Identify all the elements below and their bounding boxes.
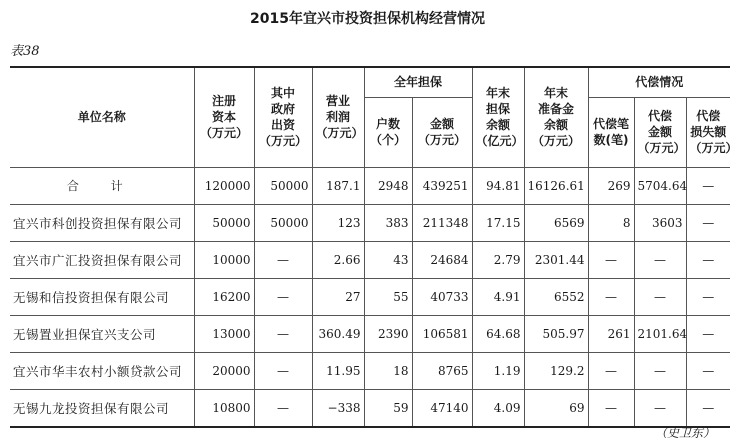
header-comp-count: 代偿笔 数(笔) [588,97,634,167]
table-row [10,389,730,427]
cell-amount: 8765 [412,352,472,389]
cell-balance: 17.15 [472,204,524,241]
cell-amount: 47140 [412,389,472,427]
table-row [10,352,730,389]
cell-reserve: 69 [524,389,588,427]
cell-comp-loss: — [686,204,730,241]
table-row-total [10,167,730,204]
cell-comp-loss: — [686,315,730,352]
cell-amount: 106581 [412,315,472,352]
cell-gov: — [254,241,312,278]
cell-balance: 94.81 [472,167,524,204]
header-annual: 全年担保 [364,67,472,97]
table-row [10,204,730,241]
header-comp: 代偿情况 [588,67,730,97]
cell-comp-loss: — [686,167,730,204]
author-credit: （史卫东） [654,426,715,440]
cell-reserve: 129.2 [524,352,588,389]
cell-name: 无锡九龙投资担保有限公司 [10,389,194,427]
cell-households: 18 [364,352,412,389]
cell-comp-count: — [588,278,634,315]
header-comp-loss: 代偿 损失额 （万元） [686,97,730,167]
cell-comp-amount: — [634,278,686,315]
cell-gov: 50000 [254,167,312,204]
header-gov: 其中 政府 出资 （万元） [254,67,312,167]
cell-profit: 27 [312,278,364,315]
cell-name: 宜兴市科创投资担保有限公司 [10,204,194,241]
header-comp-amount: 代偿 金额 （万元） [634,97,686,167]
cell-profit: 360.49 [312,315,364,352]
cell-households: 2948 [364,167,412,204]
cell-capital: 10000 [194,241,254,278]
header-reserve: 年末 准备金 余额 （万元） [524,67,588,167]
table-number: 表38 [10,44,40,59]
cell-comp-loss: — [686,278,730,315]
cell-name: 无锡和信投资担保有限公司 [10,278,194,315]
cell-gov: 50000 [254,204,312,241]
cell-households: 2390 [364,315,412,352]
cell-comp-loss: — [686,352,730,389]
cell-comp-count: — [588,241,634,278]
cell-households: 59 [364,389,412,427]
table-body [10,167,730,427]
cell-comp-count: 8 [588,204,634,241]
cell-reserve: 2301.44 [524,241,588,278]
cell-comp-count: 261 [588,315,634,352]
cell-gov: — [254,389,312,427]
cell-amount: 439251 [412,167,472,204]
cell-reserve: 16126.61 [524,167,588,204]
cell-capital: 20000 [194,352,254,389]
cell-name: 无锡置业担保宜兴支公司 [10,315,194,352]
cell-gov: — [254,278,312,315]
cell-capital: 10800 [194,389,254,427]
cell-comp-loss: — [686,241,730,278]
header-unit: 单位名称 [10,67,194,167]
cell-profit: 11.95 [312,352,364,389]
header-profit: 营业 利润 （万元） [312,67,364,167]
cell-gov: — [254,315,312,352]
cell-gov: — [254,352,312,389]
cell-name: 宜兴市广汇投资担保有限公司 [10,241,194,278]
guarantee-table [10,66,738,428]
cell-balance: 4.09 [472,389,524,427]
cell-capital: 13000 [194,315,254,352]
cell-comp-amount: 2101.64 [634,315,686,352]
cell-name: 合 计 [10,167,194,204]
cell-households: 43 [364,241,412,278]
cell-comp-count: — [588,389,634,427]
cell-reserve: 6569 [524,204,588,241]
cell-balance: 4.91 [472,278,524,315]
cell-comp-amount: 5704.64 [634,167,686,204]
table-row [10,315,730,352]
header-balance: 年末 担保 余额 （亿元） [472,67,524,167]
cell-profit: 123 [312,204,364,241]
header-amount: 金额 （万元） [412,97,472,167]
table-row [10,241,730,278]
cell-profit: −338 [312,389,364,427]
cell-comp-count: — [588,352,634,389]
cell-comp-count: 269 [588,167,634,204]
cell-comp-amount: — [634,389,686,427]
cell-comp-amount: — [634,241,686,278]
cell-amount: 40733 [412,278,472,315]
cell-households: 383 [364,204,412,241]
cell-profit: 187.1 [312,167,364,204]
cell-reserve: 6552 [524,278,588,315]
cell-amount: 24684 [412,241,472,278]
cell-amount: 211348 [412,204,472,241]
header-households: 户数 （个） [364,97,412,167]
cell-capital: 120000 [194,167,254,204]
cell-comp-amount: — [634,352,686,389]
cell-households: 55 [364,278,412,315]
table-row [10,278,730,315]
cell-capital: 16200 [194,278,254,315]
cell-capital: 50000 [194,204,254,241]
cell-reserve: 505.97 [524,315,588,352]
cell-comp-amount: 3603 [634,204,686,241]
cell-comp-loss: — [686,389,730,427]
page-title: 2015年宜兴市投资担保机构经营情况 [250,11,485,27]
cell-balance: 1.19 [472,352,524,389]
cell-balance: 2.79 [472,241,524,278]
header-capital: 注册 资本 （万元） [194,67,254,167]
cell-name: 宜兴市华丰农村小额贷款公司 [10,352,194,389]
cell-profit: 2.66 [312,241,364,278]
cell-balance: 64.68 [472,315,524,352]
